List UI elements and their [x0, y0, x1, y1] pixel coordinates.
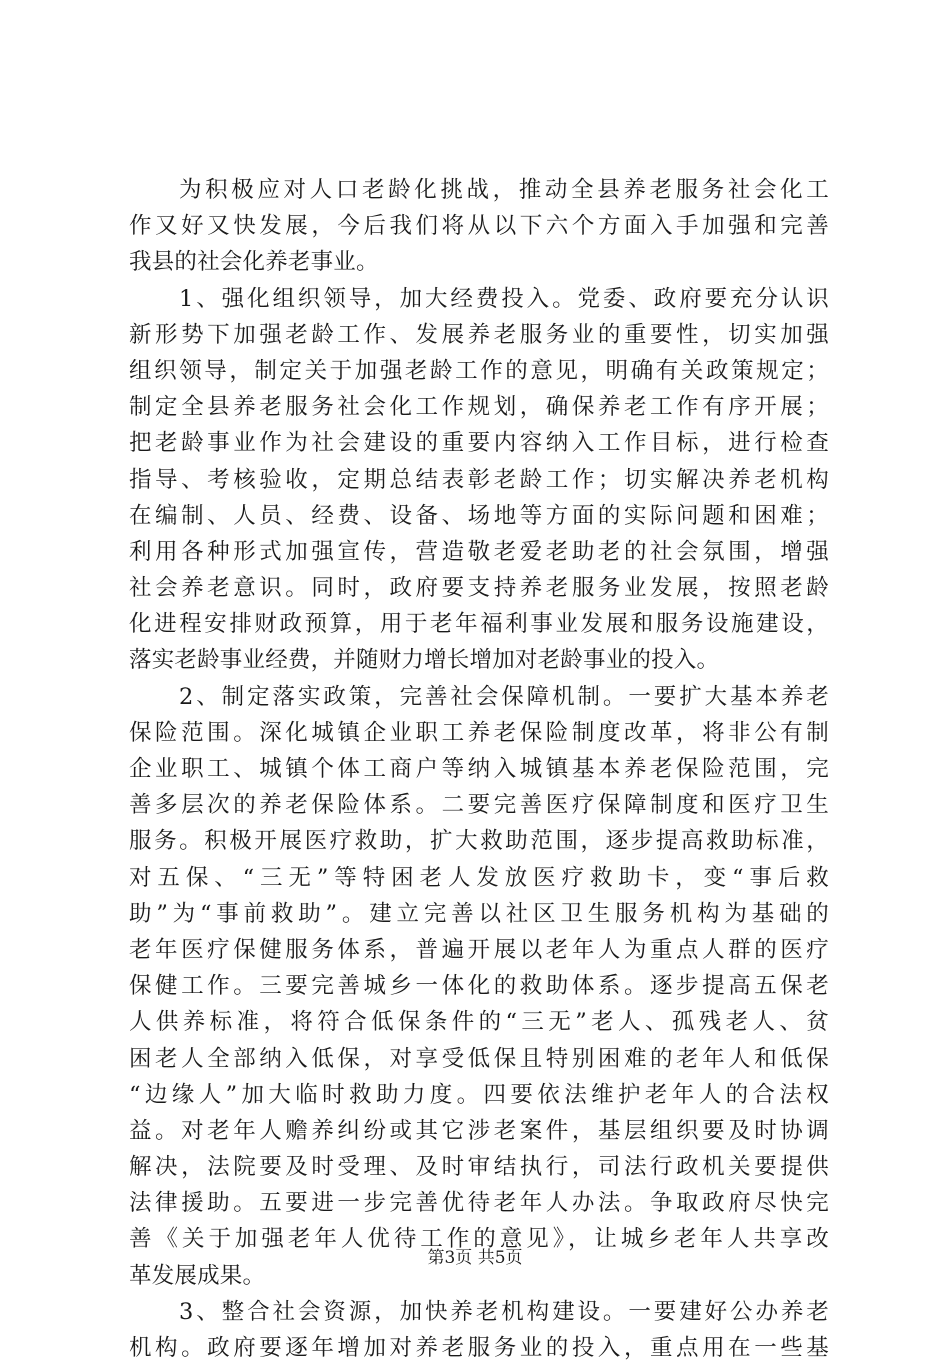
- text-line: 指导、考核验收，定期总结表彰老龄工作；切实解决养老机构: [129, 466, 829, 493]
- page-footer: 第3页 共5页: [427, 1248, 523, 1268]
- text-line: 困老人全部纳入低保，对享受低保且特别困难的老年人和低保: [129, 1045, 829, 1072]
- text-line: 1、强化组织领导，加大经费投入。党委、政府要充分认识: [179, 285, 829, 312]
- text-line: 组织领导，制定关于加强老龄工作的意见，明确有关政策规定；: [129, 357, 829, 384]
- text-line: 服务。积极开展医疗救助，扩大救助范围，逐步提高救助标准，: [129, 828, 829, 855]
- text-line: 作又好又快发展，今后我们将从以下六个方面入手加强和完善: [129, 213, 829, 240]
- text-line: 保健工作。三要完善城乡一体化的救助体系。逐步提高五保老: [129, 973, 829, 1000]
- text-line: 3、整合社会资源，加快养老机构建设。一要建好公办养老: [179, 1298, 829, 1325]
- text-line: 老年医疗保健服务体系，普遍开展以老年人为重点人群的医疗: [129, 936, 829, 963]
- text-line: 保险范围。深化城镇企业职工养老保险制度改革，将非公有制: [129, 719, 829, 746]
- text-line: 新形势下加强老龄工作、发展养老服务业的重要性，切实加强: [129, 321, 829, 348]
- text-line: 法律援助。五要进一步完善优待老年人办法。争取政府尽快完: [129, 1190, 829, 1217]
- text-line: 革发展成果。: [129, 1262, 266, 1289]
- text-line: 对五保、“三无”等特困老人发放医疗救助卡，变“事后救: [129, 864, 829, 891]
- text-line: 2、制定落实政策，完善社会保障机制。一要扩大基本养老: [179, 683, 829, 710]
- text-line: 社会养老意识。同时，政府要支持养老服务业发展，按照老龄: [129, 575, 829, 602]
- text-line: 化进程安排财政预算，用于老年福利事业发展和服务设施建设，: [129, 611, 829, 638]
- text-line: 解决，法院要及时受理、及时审结执行，司法行政机关要提供: [129, 1154, 829, 1181]
- document-body: [129, 172, 829, 1366]
- text-line: 善多层次的养老保险体系。二要完善医疗保障制度和医疗卫生: [129, 792, 829, 819]
- text-line: 善《关于加强老年人优待工作的意见》，让城乡老年人共享改: [129, 1226, 829, 1253]
- text-line: 利用各种形式加强宣传，营造敬老爱老助老的社会氛围，增强: [129, 538, 829, 565]
- text-line: 落实老龄事业经费，并随财力增长增加对老龄事业的投入。: [129, 647, 720, 674]
- text-line: “边缘人”加大临时救助力度。四要依法维护老年人的合法权: [129, 1081, 829, 1108]
- text-line: 人供养标准，将符合低保条件的“三无”老人、孤残老人、贫: [129, 1009, 829, 1036]
- text-line: 把老龄事业作为社会建设的重要内容纳入工作目标，进行检查: [129, 430, 829, 457]
- text-line: 在编制、人员、经费、设备、场地等方面的实际问题和困难；: [129, 502, 829, 529]
- text-line: 机构。政府要逐年增加对养老服务业的投入，重点用在一些基: [129, 1335, 829, 1361]
- text-line: 企业职工、城镇个体工商户等纳入城镇基本养老保险范围，完: [129, 756, 829, 782]
- text-line: 我县的社会化养老事业。: [129, 249, 379, 276]
- text-line: 助”为“事前救助”。建立完善以社区卫生服务机构为基础的: [129, 900, 829, 927]
- text-line: 为积极应对人口老龄化挑战，推动全县养老服务社会化工: [179, 177, 829, 203]
- text-line: 制定全县养老服务社会化工作规划，确保养老工作有序开展；: [129, 394, 829, 421]
- text-line: 益。对老年人赡养纠纷或其它涉老案件，基层组织要及时协调: [129, 1117, 829, 1144]
